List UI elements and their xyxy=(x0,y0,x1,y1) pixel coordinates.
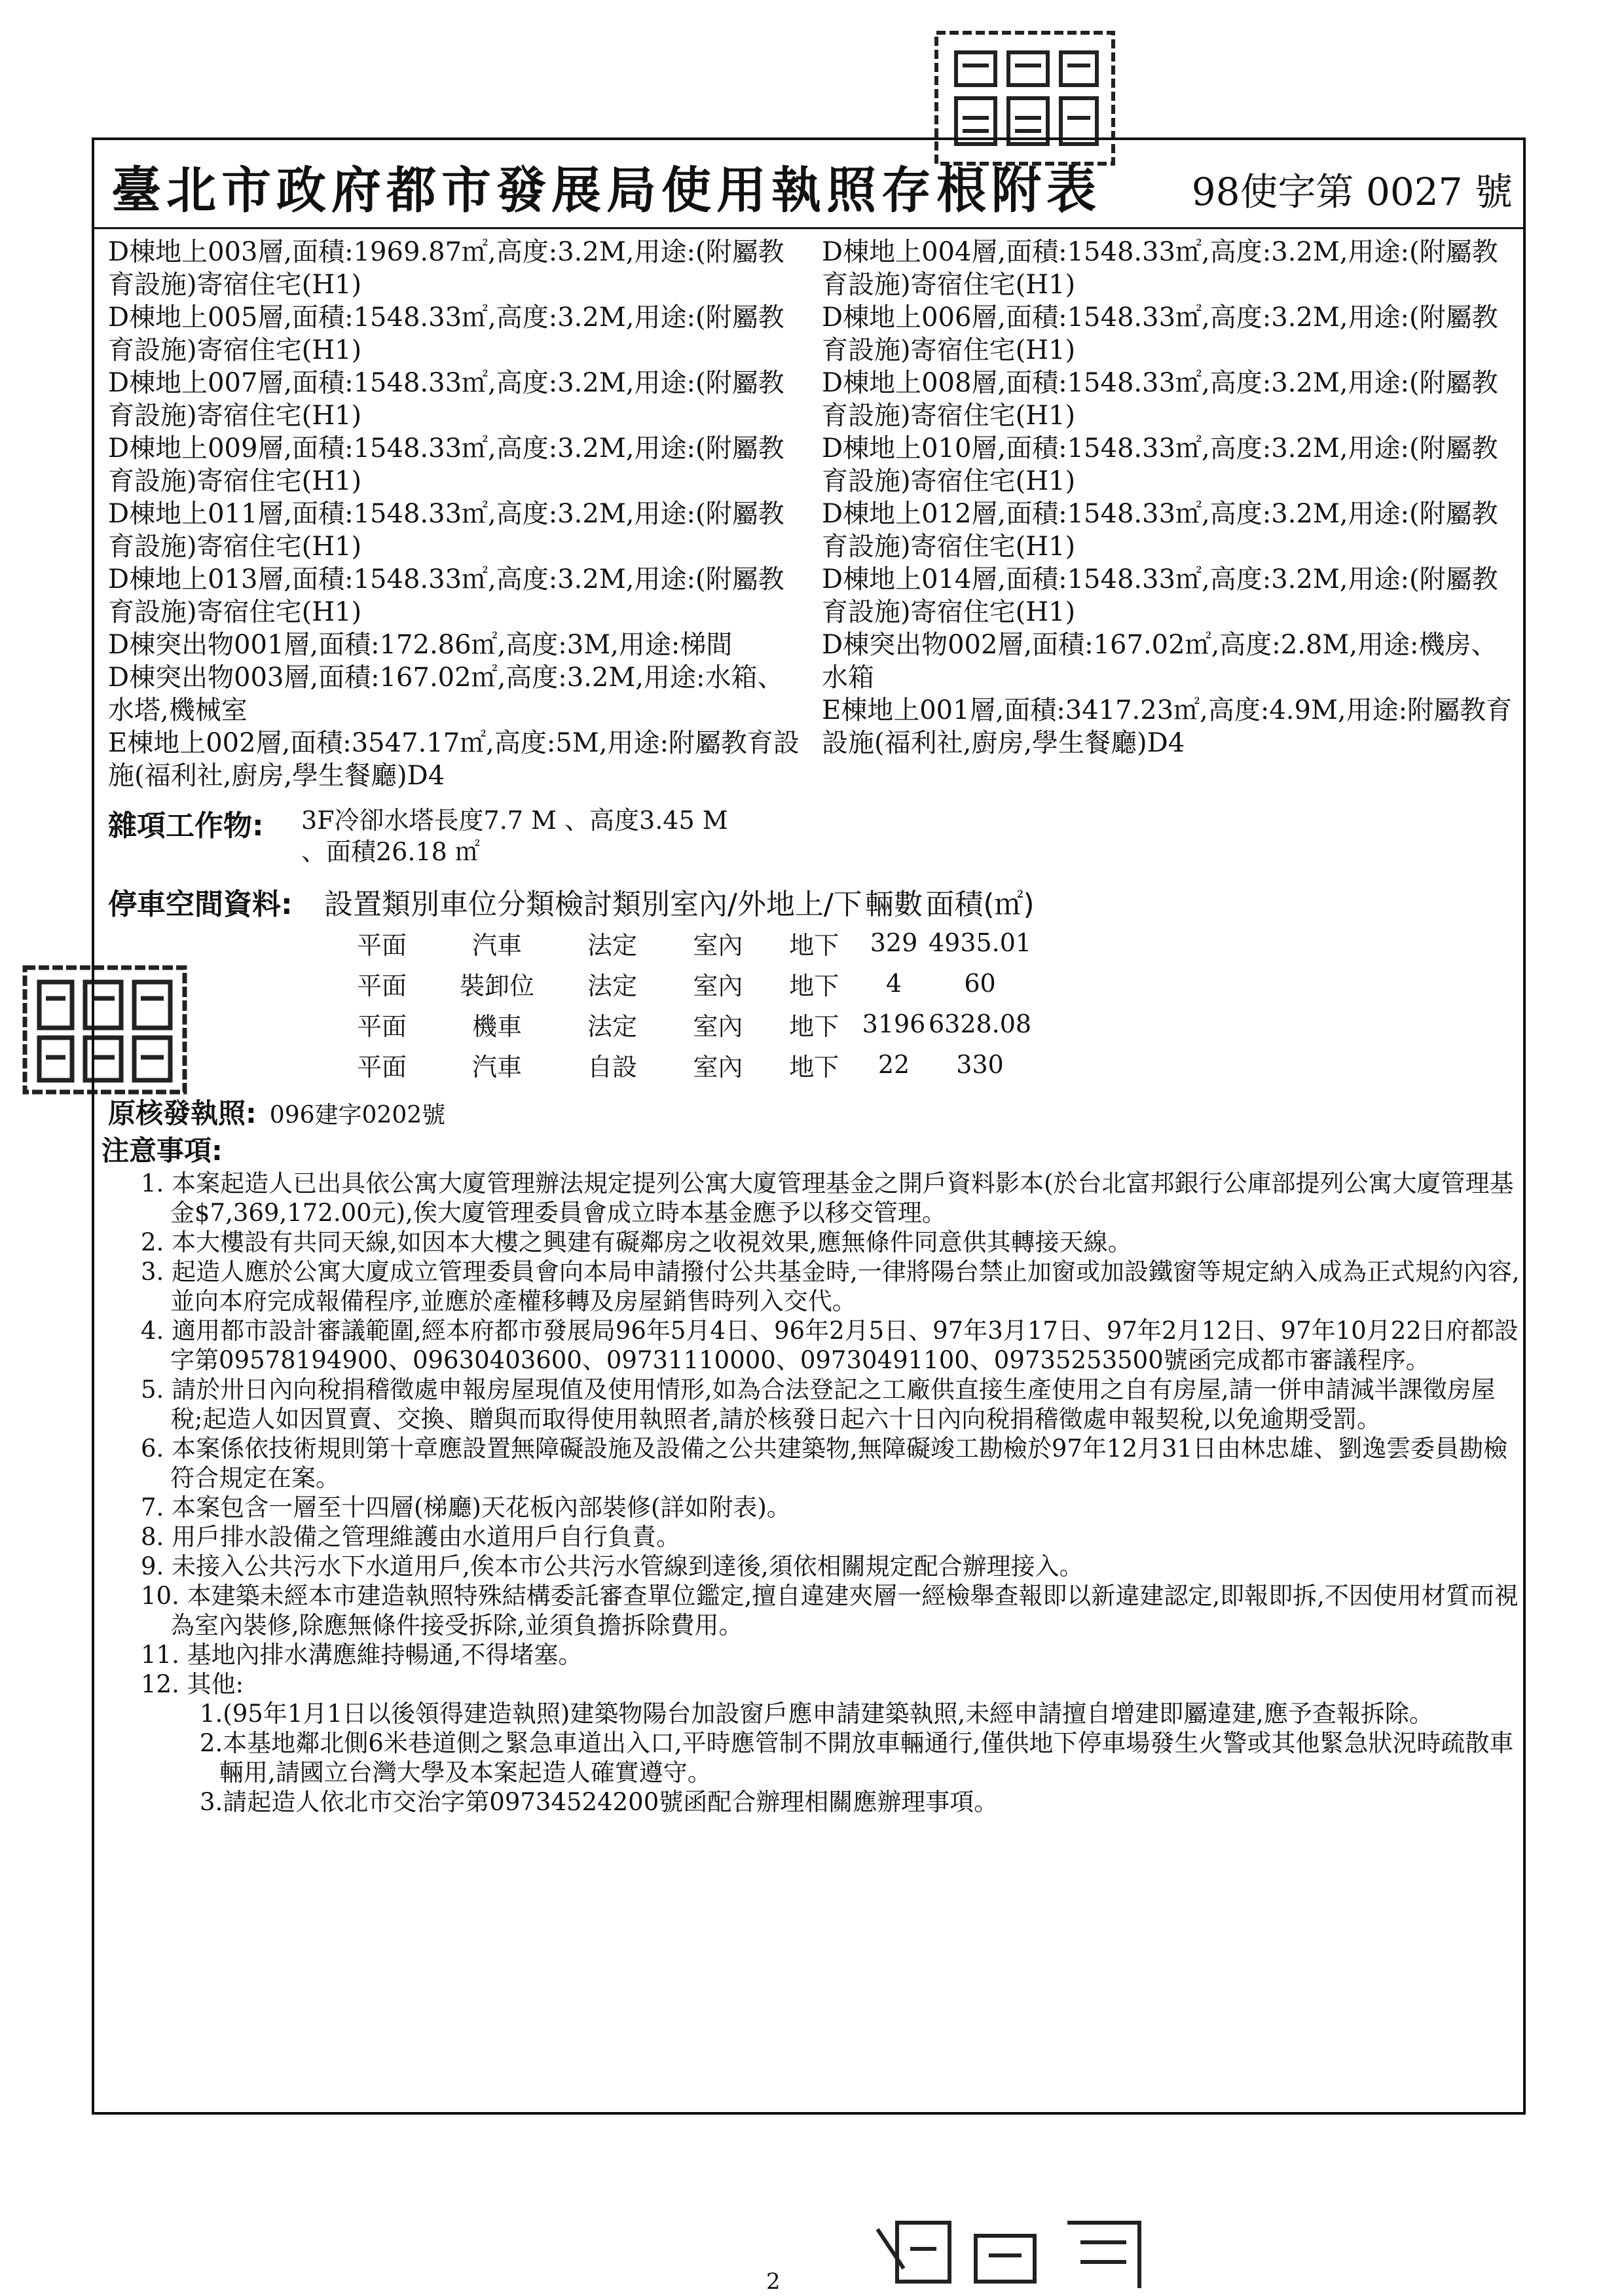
floor-entry: D棟地上014層,面積:1548.33㎡,高度:3.2M,用途:(附屬教育設施)寄宿住宅(H1) xyxy=(822,564,1498,627)
table-cell: 汽車 xyxy=(471,1052,522,1082)
floor-entry: E棟地上001層,面積:3417.23㎡,高度:4.9M,用途:附屬教育設施(福利社,廚房,學生餐廳)D4 xyxy=(822,695,1513,758)
floor-entry: D棟地上008層,面積:1548.33㎡,高度:3.2M,用途:(附屬教育設施)寄宿住宅(H1) xyxy=(822,368,1498,431)
parking-table xyxy=(324,881,1035,1085)
bottom-seal-stamp xyxy=(871,2216,1172,2295)
table-cell: 自設 xyxy=(587,1052,637,1082)
floor-entry: D棟突出物001層,面積:172.86㎡,高度:3M,用途:梯間 xyxy=(108,630,733,660)
misc-works-section xyxy=(108,802,728,866)
table-row xyxy=(324,1004,1035,1044)
floor-column-right xyxy=(822,236,1536,759)
parking-header: 面積(㎡) xyxy=(925,888,1035,921)
table-cell: 室內 xyxy=(693,971,743,1000)
note-item: 12. 其他: xyxy=(141,1670,244,1698)
parking-header-row xyxy=(324,881,1035,922)
floor-entry: D棟突出物003層,面積:167.02㎡,高度:3.2M,用途:水箱、水塔,機械室 xyxy=(108,663,784,725)
table-cell: 4 xyxy=(885,969,902,998)
table-cell: 裝卸位 xyxy=(459,971,534,1000)
floor-entry: D棟突出物002層,面積:167.02㎡,高度:2.8M,用途:機房、水箱 xyxy=(822,630,1498,693)
parking-header: 室內/外 xyxy=(670,888,766,921)
table-cell: 室內 xyxy=(693,1052,743,1082)
table-cell: 地下 xyxy=(789,1011,839,1041)
floor-entry: D棟地上006層,面積:1548.33㎡,高度:3.2M,用途:(附屬教育設施)寄宿住宅(H1) xyxy=(822,302,1498,365)
misc-works-line: 3F冷卻水塔長度7.7 M 、高度3.45 M xyxy=(301,806,728,835)
floor-entry: D棟地上013層,面積:1548.33㎡,高度:3.2M,用途:(附屬教育設施)寄宿住宅(H1) xyxy=(108,564,784,627)
parking-header: 檢討類別 xyxy=(555,888,670,921)
table-cell: 平面 xyxy=(356,971,407,1000)
table-cell: 汽車 xyxy=(471,930,522,960)
table-row xyxy=(324,922,1035,963)
floor-entry: D棟地上011層,面積:1548.33㎡,高度:3.2M,用途:(附屬教育設施)寄宿住宅(H1) xyxy=(108,499,784,562)
table-cell: 6328.08 xyxy=(928,1010,1032,1038)
parking-header: 地上/下 xyxy=(765,888,862,921)
document-title: 臺北市政府都市發展局使用執照存根附表 xyxy=(111,161,1101,219)
note-item: 1. 本案起造人已出具依公寓大廈管理辦法規定提列公寓大廈管理基金之開戶資料影本(於台北富邦銀行公庫部提列公寓大廈管理基金$7,369,172.00元),俟大廈管理委員會成立時本基金應予以移交管理。 xyxy=(141,1169,1514,1227)
table-row xyxy=(324,1044,1035,1085)
title-bar xyxy=(92,137,1526,229)
table-cell: 330 xyxy=(956,1050,1004,1079)
note-item: 7. 本案包含一層至十四層(梯廳)天花板內部裝修(詳如附表)。 xyxy=(141,1493,791,1522)
table-row xyxy=(324,963,1035,1004)
floor-entry: D棟地上005層,面積:1548.33㎡,高度:3.2M,用途:(附屬教育設施)寄宿住宅(H1) xyxy=(108,302,784,365)
table-cell: 室內 xyxy=(693,1011,743,1041)
table-cell: 60 xyxy=(964,969,996,998)
floor-entry: E棟地上002層,面積:3547.17㎡,高度:5M,用途:附屬教育設施(福利社,廚房,學生餐廳)D4 xyxy=(108,728,800,791)
floor-column-left xyxy=(108,236,822,792)
table-cell: 329 xyxy=(870,928,918,957)
note-sub-item: 3.請起造人依北市交治字第09734524200號函配合辦理相關應辦理事項。 xyxy=(200,1788,999,1816)
original-permit-label: 原核發執照: xyxy=(108,1097,257,1129)
table-cell: 22 xyxy=(877,1050,910,1079)
note-item: 9. 未接入公共污水下水道用戶,俟本市公共污水管線到達後,須依相關規定配合辦理接入。 xyxy=(141,1552,1084,1580)
parking-label: 停車空間資料: xyxy=(108,888,293,921)
table-cell: 3196 xyxy=(862,1010,926,1038)
misc-works-text xyxy=(301,805,760,867)
note-item: 4. 適用都市設計審議範圍,經本府都市發展局96年5月4日、96年2月5日、97年3月17日、97年2月12日、97年10月22日府都設字第09578194900、09630403600、09731110000、09730491100、09735253500號函完成都市審議程序。 xyxy=(141,1317,1519,1374)
table-cell: 平面 xyxy=(356,1011,407,1041)
original-permit-value: 096建字0202號 xyxy=(269,1102,446,1129)
note-item: 10. 本建築未經本市建造執照特殊結構委託審查單位鑑定,擅自違建夾層一經檢舉查報即以新違建認定,即報即拆,不因使用材質而視為室內裝修,除應無條件接受拆除,並須負擔拆除費用。 xyxy=(141,1582,1519,1639)
floor-entry: D棟地上003層,面積:1969.87㎡,高度:3.2M,用途:(附屬教育設施)寄宿住宅(H1) xyxy=(108,237,784,300)
parking-header: 車位分類 xyxy=(439,888,555,921)
note-sub-item: 2.本基地鄰北側6米巷道側之緊急車道出入口,平時應管制不開放車輛通行,僅供地下停車場發生火警或其他緊急狀況時疏散車輛用,請國立台灣大學及本案起造人確實遵守。 xyxy=(200,1729,1514,1787)
table-cell: 平面 xyxy=(356,930,407,960)
note-item: 5. 請於卅日內向稅捐稽徵處申報房屋現值及使用情形,如為合法登記之工廠供直接生產使用之自有房屋,請一併申請減半課徵房屋稅;起造人如因買賣、交換、贈與而取得使用執照者,請於核發日起六十日內向稅捐稽徵處申報契稅,以免逾期受罰。 xyxy=(141,1376,1496,1433)
original-permit-section xyxy=(108,1092,445,1131)
note-item: 8. 用戶排水設備之管理維護由水道用戶自行負責。 xyxy=(141,1523,681,1551)
notes-label: 注意事項: xyxy=(101,1135,223,1167)
floor-entry: D棟地上007層,面積:1548.33㎡,高度:3.2M,用途:(附屬教育設施)寄宿住宅(H1) xyxy=(108,368,784,431)
table-cell: 機車 xyxy=(471,1011,522,1041)
note-item: 6. 本案係依技術規則第十章應設置無障礙設施及設備之公共建築物,無障礙竣工勘檢於97年12月31日由林忠雄、劉逸雲委員勘檢符合規定在案。 xyxy=(141,1434,1508,1492)
table-cell: 地下 xyxy=(789,971,839,1000)
floor-entry: D棟地上009層,面積:1548.33㎡,高度:3.2M,用途:(附屬教育設施)寄宿住宅(H1) xyxy=(108,433,784,496)
parking-header: 輛數 xyxy=(865,888,923,921)
misc-works-label: 雜項工作物: xyxy=(108,809,264,843)
parking-header: 設置類別 xyxy=(324,888,439,921)
document-number: 98使字第 0027 號 xyxy=(1191,170,1513,214)
table-cell: 地下 xyxy=(789,1052,839,1082)
table-cell: 平面 xyxy=(356,1052,407,1082)
page-number: 2 xyxy=(766,2269,781,2295)
table-cell: 法定 xyxy=(587,1011,637,1041)
note-sub-item: 1.(95年1月1日以後領得建造執照)建築物陽台加設窗戶應申請建築執照,未經申請擅自增建即屬違建,應予查報拆除。 xyxy=(200,1700,1433,1728)
table-cell: 法定 xyxy=(587,930,637,960)
table-cell: 法定 xyxy=(587,971,637,1000)
floor-entry: D棟地上010層,面積:1548.33㎡,高度:3.2M,用途:(附屬教育設施)寄宿住宅(H1) xyxy=(822,433,1498,496)
table-cell: 地下 xyxy=(789,930,839,960)
note-item: 2. 本大樓設有共同天線,如因本大樓之興建有礙鄰房之收視效果,應無條件同意供其轉接天線。 xyxy=(141,1228,1132,1256)
note-item: 3. 起造人應於公寓大廈成立管理委員會向本局申請撥付公共基金時,一律將陽台禁止加窗或加設鐵窗等規定納入成為正式規約內容,並向本府完成報備程序,並應於產權移轉及房屋銷售時列入交代。 xyxy=(141,1258,1520,1315)
table-cell: 4935.01 xyxy=(928,928,1032,957)
table-cell: 室內 xyxy=(693,930,743,960)
floor-entry: D棟地上012層,面積:1548.33㎡,高度:3.2M,用途:(附屬教育設施)寄宿住宅(H1) xyxy=(822,499,1498,562)
notes-section xyxy=(95,1129,1522,1817)
misc-works-line: 、面積26.18 ㎡ xyxy=(301,837,480,866)
floor-entry: D棟地上004層,面積:1548.33㎡,高度:3.2M,用途:(附屬教育設施)寄宿住宅(H1) xyxy=(822,237,1498,300)
note-item: 11. 基地內排水溝應維持暢通,不得堵塞。 xyxy=(141,1641,583,1669)
